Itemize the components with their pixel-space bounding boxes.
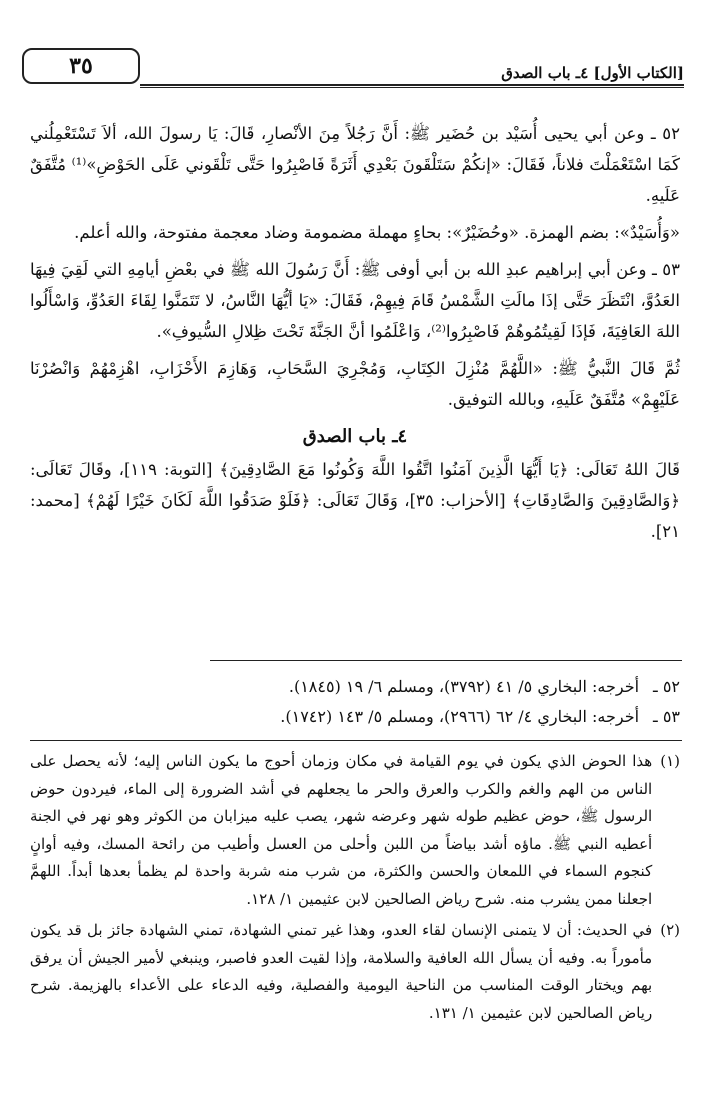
footnotes-rule (30, 740, 682, 741)
footnote-number: (٢) (660, 921, 680, 939)
section-verses: قَالَ اللهُ تَعَالَى: ﴿يَا أَيُّهَا الَّذِينَ آمَنُوا اتَّقُوا اللَّهَ وَكُونُوا مَعَ الصَّادِقِينَ﴾ [التوبة: ١١٩]، وقَالَ تَعَالَى: ﴿وَالصَّادِقِينَ وَالصَّادِقَاتِ﴾ [الأحزاب: ٣٥]، وَقَالَ تَعَالَى: ﴿فَلَوْ صَدَقُوا اللَّهَ لَكَانَ خَيْرًا لَهُمْ﴾ [محمد: ٢١]. (30, 460, 681, 541)
references-rule (210, 660, 682, 661)
reference-line (30, 672, 680, 702)
hadith-52: ٥٢ ـ وعن أبي يحيى أُسَيْد بن حُضَير ﷺ: أَنَّ رَجُلاً مِنَ الأنْصارِ، قَالَ: يَا رسولَ الله، ألاَ تَسْتَعْمِلُني كَمَا اسْتَعْمَلْتَ فلاناً، فَقَالَ: «إنكُمْ سَتَلْقَونَ بَعْدِي أَثَرَةً فَاصْبِرُوا حَتَّى تَلْقَوني عَلَى الحَوْضِ»⁽¹⁾ مُتَّفَقٌ عَلَيهِ. (30, 124, 680, 205)
header-rule (140, 84, 684, 86)
reference-text: أخرجه: البخاري ٤/ ٦٢ (٢٩٦٦)، ومسلم ٥/ ١٤٣ (١٧٤٢). (280, 707, 640, 726)
page-number: ٣٥ (22, 48, 140, 84)
reference-number: ٥٢ ـ (653, 677, 680, 696)
footnote (30, 748, 680, 913)
reference-line (30, 702, 680, 732)
hadith-53: ٥٣ ـ وعن أبي إبراهيم عبدِ الله بن أبي أوفى ﷺ: أَنَّ رَسُولَ الله ﷺ في بعْضِ أيامِهِ التي لَقِيَ فِيهَا العَدُوَّ، انْتَظَرَ حَتَّى إذَا مالَتِ الشَّمْسُ قَامَ فِيهِمْ، فَقَالَ: «يَا أيُّهَا النَّاسُ، لا تَتَمَنَّوا لِقَاءَ العَدُوِّ، وَاسْأَلُوا اللهَ العَافِيَةَ، فَإذَا لَقِيتُمُوهُمْ فَاصْبِرُوا⁽²⁾، وَاعْلَمُوا أنَّ الجَنَّةَ تَحْتَ ظِلالِ السُّيوفِ». (30, 260, 680, 341)
references (30, 672, 680, 732)
hadith-52-gloss: «وَأُسَيْدٌ»: بضم الهمزة. «وحُضَيْرٌ»: بحاءٍ مهملة مضمومة وضاد معجمة مفتوحة، والله أعلم. (74, 223, 680, 242)
hadith-53-dua: ثُمَّ قَالَ النَّبيُّ ﷺ: «اللَّهُمَّ مُنْزِلَ الكِتَابِ، وَمُجْرِيَ السَّحَابِ، وَهَازِمَ الأَحْزَابِ، اهْزِمْهُمْ وَانْصُرْنَا عَلَيْهِمْ» مُتَّفَقٌ عَلَيهِ، وبالله التوفيق. (30, 359, 680, 409)
footnotes (30, 748, 680, 1031)
running-title: [الكتاب الأول] ٤ـ باب الصدق (501, 64, 684, 82)
section-title: ٤ـ باب الصدق (302, 426, 408, 447)
header-rule-thin (140, 87, 684, 88)
footnote-number: (١) (660, 752, 680, 770)
footnote-text: هذا الحوض الذي يكون في يوم القيامة في مكان وزمان أحوج ما يكون الناس إليه؛ لأنه يحصل على الناس من الهم والغم والكرب والعرق والحر ما يجعلهم في أشد الضرورة إلى الماء، فيردون حوض الرسول ﷺ، حوض عظيم طوله شهر وعرضه شهر، يصب عليه ميزابان من الكوثر وهو نهر في الجنة أعطيه النبي ﷺ. ماؤه أشد بياضاً من اللبن وأحلى من العسل وأطيب من رائحة المسك، وفيه أوانٍ كنجوم السماء في اللمعان والحسن والكثرة، من شرب منه شربة واحدة لم يظمأ بعدها أبداً. اللهمَّ اجعلنا ممن يشرب منه. شرح رياض الصالحين لابن عثيمين ١/ ١٢٨. (30, 752, 653, 908)
footnote (30, 917, 680, 1027)
page-header (22, 48, 684, 88)
reference-text: أخرجه: البخاري ٥/ ٤١ (٣٧٩٢)، ومسلم ٦/ ١٩ (١٨٤٥). (288, 677, 640, 696)
main-text (30, 118, 680, 553)
footnote-text: في الحديث: أن لا يتمنى الإنسان لقاء العدو، وهذا غير تمني الشهادة، تمني الشهادة جائز بل قد يكون مأموراً به. وفيه أن يسأل الله العافية والسلامة، وإذا لقيت العدو فاصبر، وينبغي لأمير الجيش أن يرفق بهم ويختار الوقت المناسب من الناحية اليومية والفصلية، وفيه الدعاء على الأعداء بالهزيمة. شرح رياض الصالحين لابن عثيمين ١/ ١٣١. (30, 921, 653, 1022)
reference-number: ٥٣ ـ (653, 707, 680, 726)
